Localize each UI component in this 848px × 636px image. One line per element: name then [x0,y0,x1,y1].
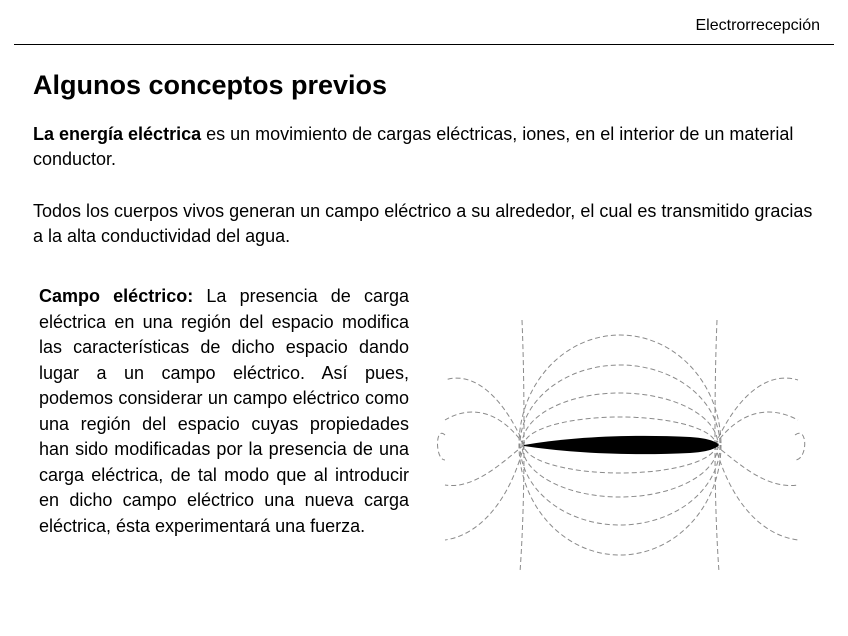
field-definition-box [39,284,409,539]
header-rule [14,44,834,45]
header-title: Electrorrecepción [695,17,820,34]
energy-definition: es un movimiento de cargas eléctricas, iones, en el interior de un material conductor. [33,124,794,169]
page-title: Algunos conceptos previos [33,70,388,100]
energy-term: La energía eléctrica [33,124,202,144]
intro-paragraph [33,122,823,172]
field-term: Campo eléctrico: [39,286,194,306]
field-definition-text: La presencia de carga eléctrica en una región del espacio modifica las características de dicho espacio dando lugar a un campo eléctrico. Así pues, podemos considerar un campo eléctrico como una región del espacio cuyas propiedades han sido modificadas por la presencia de una carga eléctrica, de tal modo que al introducir en dicho campo eléctrico una nueva carga eléctrica, ésta experimentará una fuerza. [39,286,410,536]
fish-electric-field-icon [430,310,810,580]
living-bodies-paragraph: Todos los cuerpos vivos generan un campo eléctrico a su alrededor, el cual es transmitido gracias a la alta conductividad del agua. [33,201,813,246]
electric-field-figure [430,310,810,580]
fish-body [524,436,719,454]
